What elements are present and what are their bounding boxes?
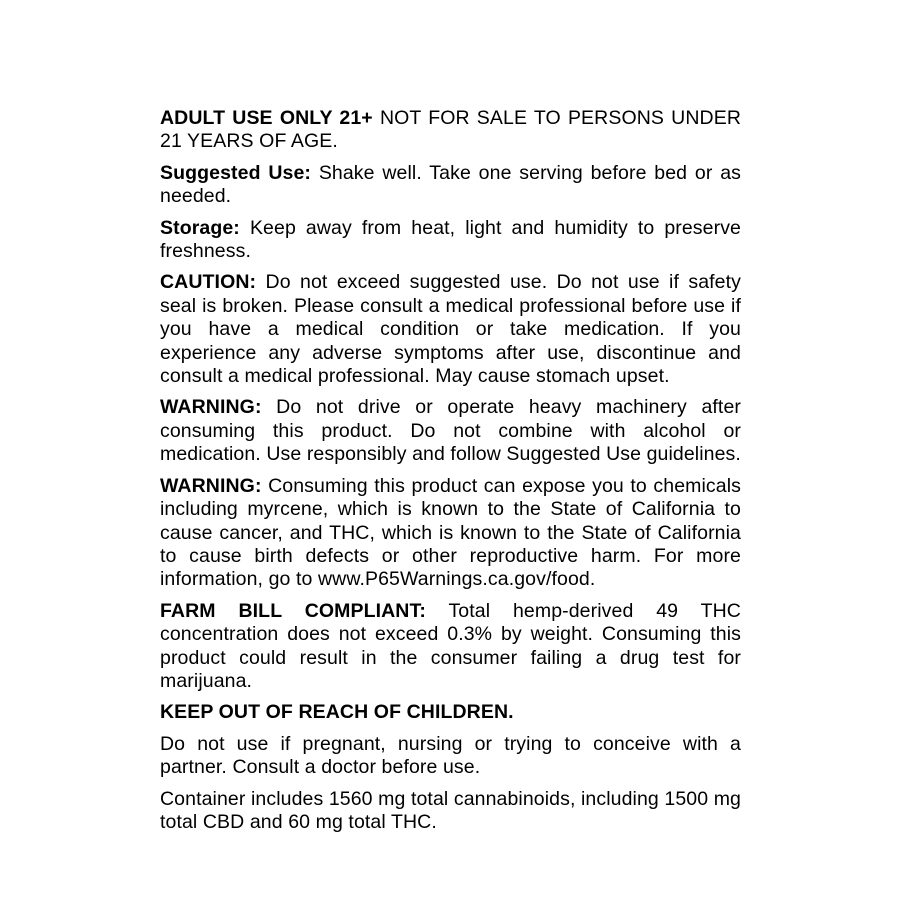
suggested-use-lead: Suggested Use: — [160, 161, 312, 184]
warning-prop65-body: Consuming this product can expose you to chemicals including myrcene, which is known to the State of California to cause cancer, and THC, which is known to the State of California to cause birth defects or other reproductive harm. For more information, go to www.P65Warnings.ca.gov/food. — [160, 474, 741, 591]
caution-body: Do not exceed suggested use. Do not use if safety seal is broken. Please consult a medical professional before use if you have a medical condition or take medication. If you experience any adverse symptoms after use, discontinue and consult a medical professional. May cause stomach upset. — [160, 271, 741, 388]
storage-lead: Storage: — [160, 216, 240, 239]
paragraph-suggested-use — [160, 162, 741, 209]
paragraph-warning-prop65 — [160, 475, 741, 592]
paragraph-warning-machinery — [160, 396, 741, 466]
paragraph-caution — [160, 271, 741, 388]
farm-bill-body: Total hemp-derived 49 THC concentration does not exceed 0.3% by weight. Consuming this product could result in the consumer failing a drug test for marijuana. — [160, 599, 741, 692]
keep-out-of-reach-lead: KEEP OUT OF REACH OF CHILDREN. — [160, 701, 514, 724]
warning-machinery-body: Do not drive or operate heavy machinery after consuming this product. Do not combine with alcohol or medication. Use responsibly and follow Suggested Use guidelines. — [160, 396, 741, 466]
age-restriction-body: NOT FOR SALE TO PERSONS UNDER 21 YEARS OF AGE. — [160, 107, 741, 153]
paragraph-pregnancy-advisory — [160, 733, 741, 780]
pregnancy-advisory-body: Do not use if pregnant, nursing or trying to conceive with a partner. Consult a doctor before use. — [160, 732, 741, 779]
storage-body: Keep away from heat, light and humidity to preserve freshness. — [160, 216, 741, 263]
paragraph-farm-bill — [160, 600, 741, 694]
warning-prop65-lead: WARNING: — [160, 474, 262, 497]
suggested-use-body: Shake well. Take one serving before bed or as needed. — [160, 161, 741, 208]
paragraph-keep-out-of-reach — [160, 701, 741, 724]
warning-machinery-lead: WARNING: — [160, 396, 262, 419]
paragraph-age-restriction — [160, 107, 741, 154]
warning-label-text-block — [160, 107, 741, 842]
paragraph-storage — [160, 217, 741, 264]
paragraph-cannabinoid-content — [160, 788, 741, 835]
caution-lead: CAUTION: — [160, 271, 257, 294]
farm-bill-lead: FARM BILL COMPLIANT: — [160, 599, 426, 622]
age-restriction-lead: ADULT USE ONLY 21+ — [160, 107, 373, 129]
cannabinoid-content-body: Container includes 1560 mg total cannabinoids, including 1500 mg total CBD and 60 mg total THC. — [160, 787, 741, 833]
